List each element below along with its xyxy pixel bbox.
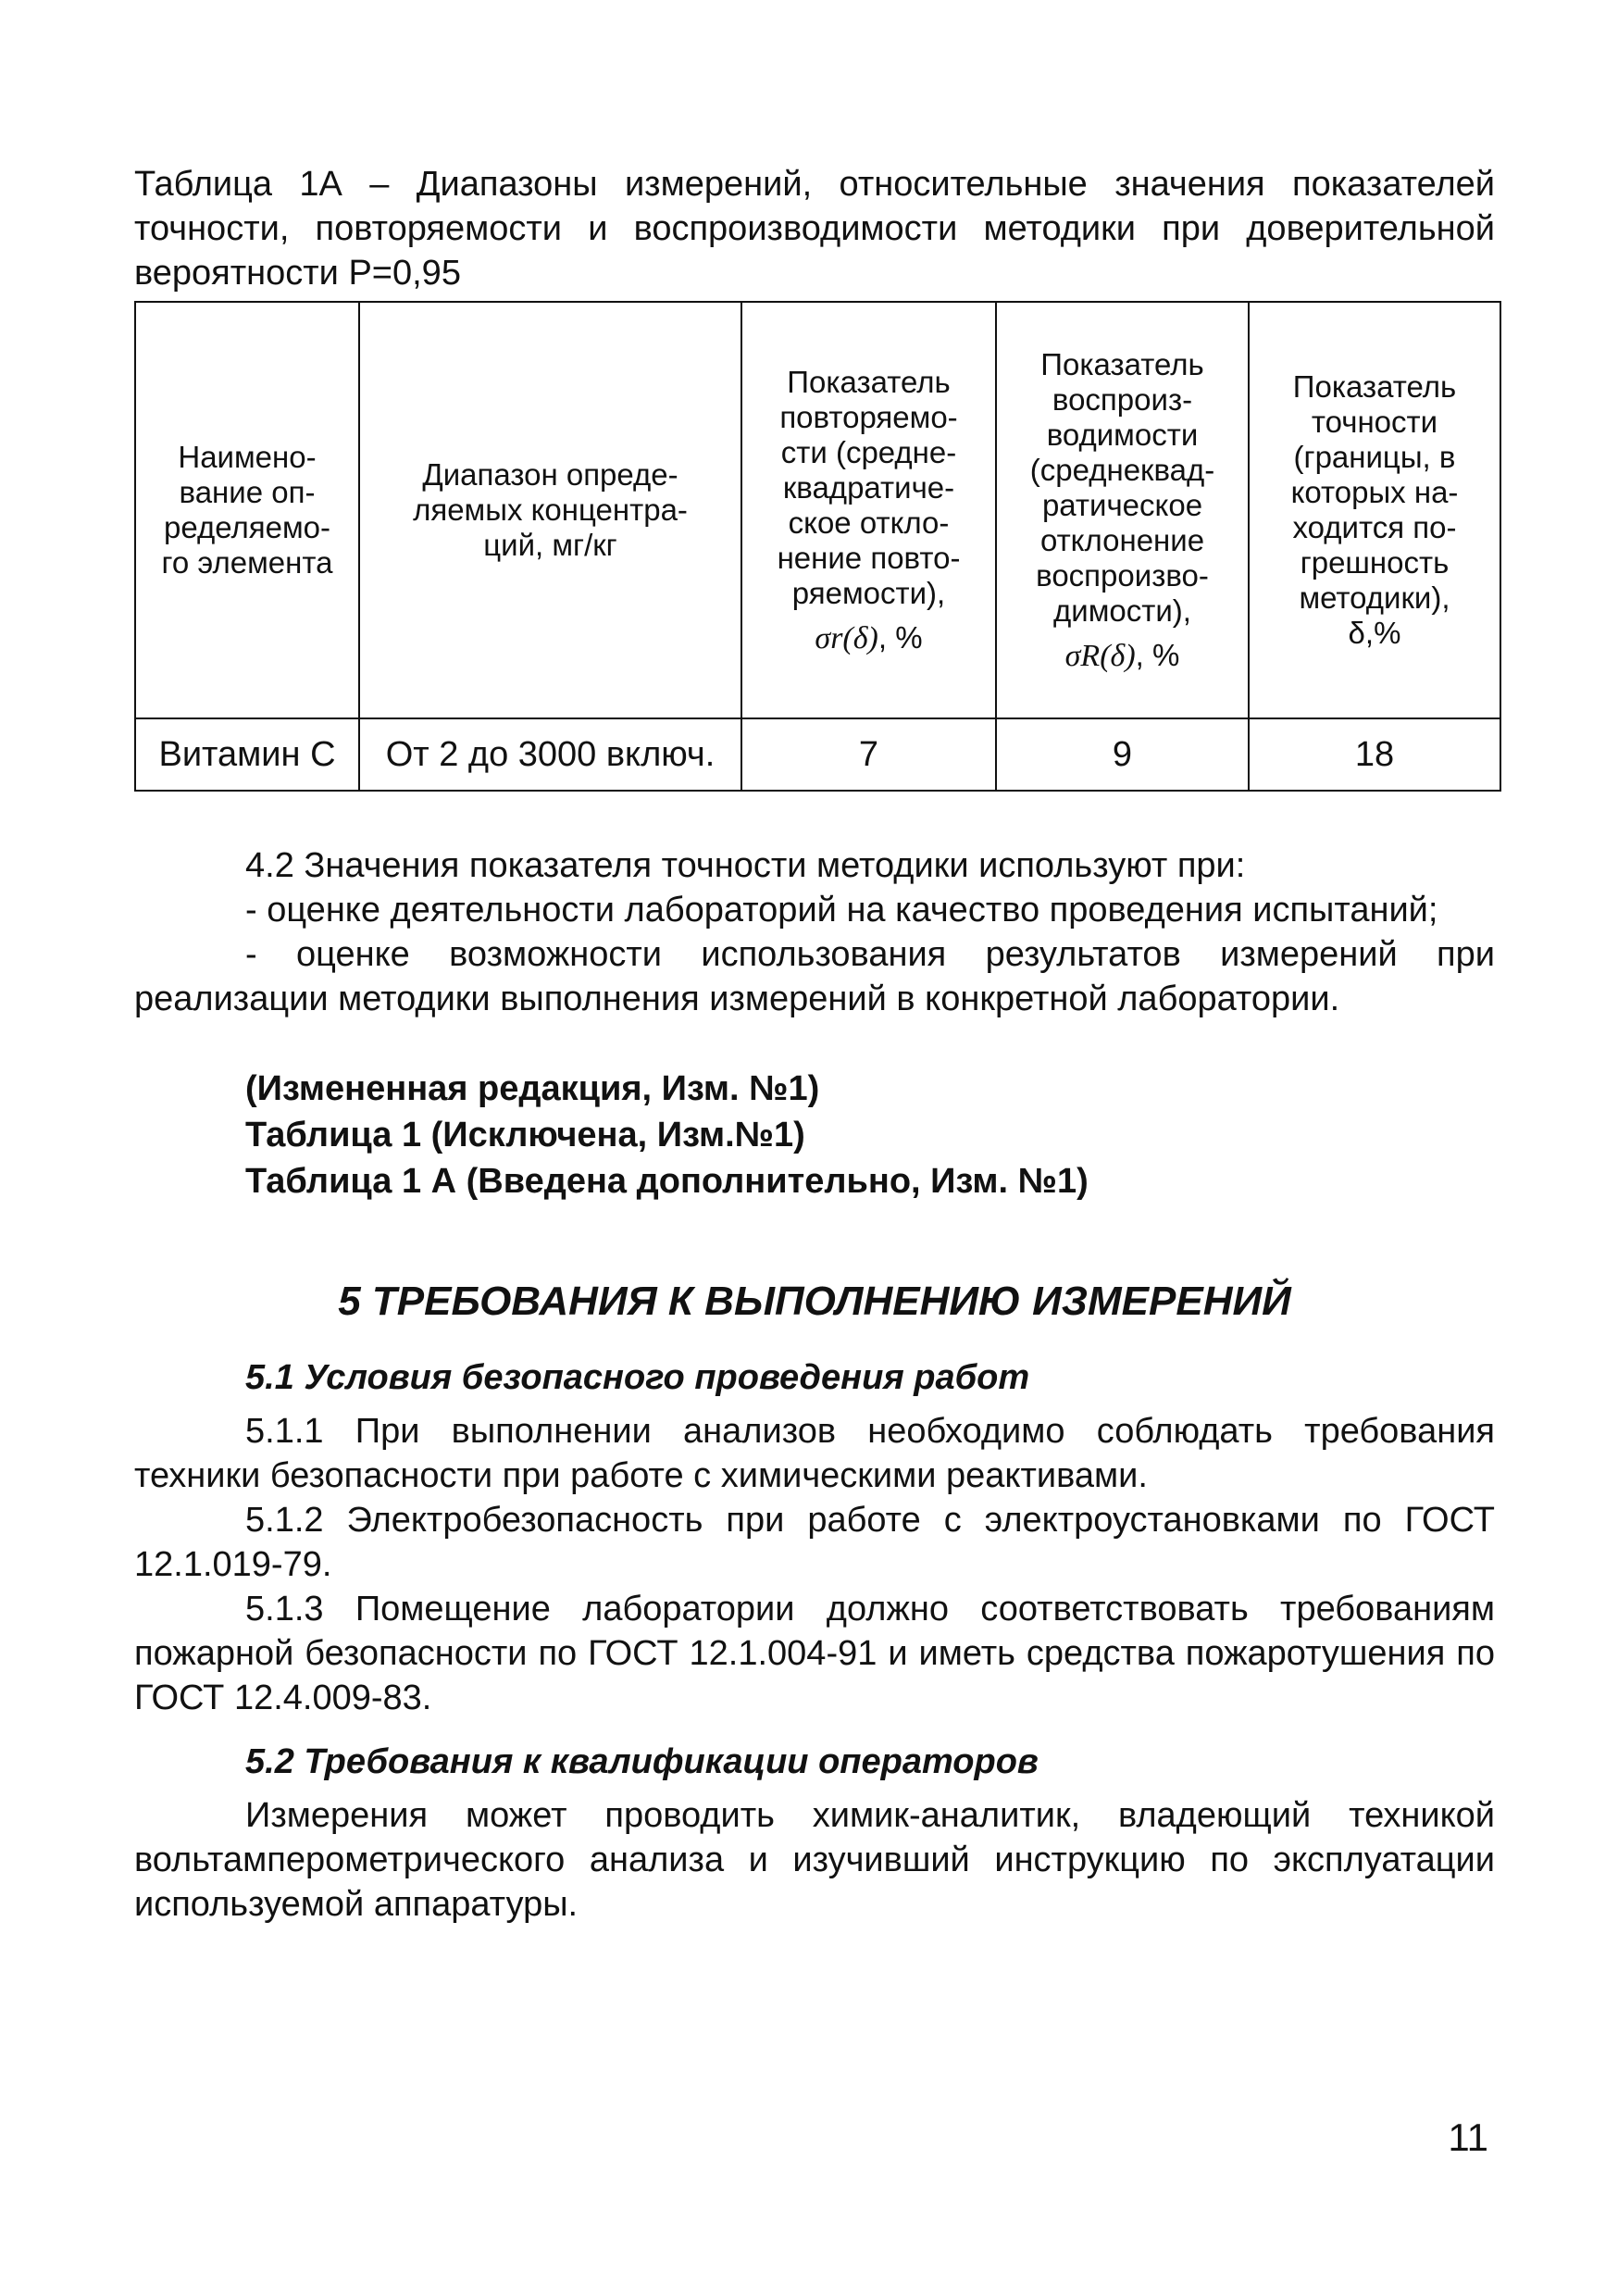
header-range: Диапазон опреде- ляемых концентра- ций, мг/кг [359,302,741,718]
table-caption: Таблица 1А – Диапазоны измерений, относительные значения показателей точности, повторяемости и воспроизводимости методики при доверительной вероятности Р=0,95 [134,165,1495,293]
amendment-note-3: Таблица 1 А (Введена дополнительно, Изм. №1) [245,1162,1089,1201]
page-number: 11 [1448,2115,1488,2159]
subsection-5-1-title: 5.1 Условия безопасного проведения работ [245,1358,1030,1397]
cell-element: Витамин С [135,718,359,791]
header-element: Наимено- вание оп- ределяемо- го элемента [135,302,359,718]
paragraph-4-2: 4.2 Значения показателя точности методики используют при: [245,846,1246,885]
section-5-title: 5 ТРЕБОВАНИЯ К ВЫПОЛНЕНИЮ ИЗМЕРЕНИЙ [338,1279,1291,1324]
paragraph-5-1-1: 5.1.1 При выполнении анализов необходимо соблюдать требования техники безопасности при работе с химическими реактивами. [134,1412,1495,1495]
amendment-note-2: Таблица 1 (Исключена, Изм.№1) [245,1116,805,1154]
table-header-row [135,302,1500,718]
precision-table [134,301,1501,792]
amendment-note-1: (Измененная редакция, Изм. №1) [245,1069,820,1108]
cell-repeatability: 7 [741,718,996,791]
paragraph-4-2-item-1: - оценке деятельности лабораторий на качество проведения испытаний; [245,891,1438,930]
header-accuracy: Показатель точности (границы, в которых на- ходится по- грешность методики), δ,% [1249,302,1500,718]
reproducibility-symbol: σR(δ) [1064,638,1136,673]
paragraph-5-1-3: 5.1.3 Помещение лаборатории должно соответствовать требованиям пожарной безопасности по ГОСТ 12.1.004-91 и иметь средства пожаротушения по ГОСТ 12.4.009-83. [134,1590,1495,1717]
repeatability-symbol: σr(δ) [815,620,878,655]
cell-range: От 2 до 3000 включ. [359,718,741,791]
paragraph-5-1-2: 5.1.2 Электробезопасность при работе с электроустановками по ГОСТ 12.1.019-79. [134,1501,1495,1584]
table-row [135,718,1500,791]
header-repeatability: Показатель повторяемо- сти (средне- квадратиче- ское откло- нение повто- ряемости), σr(δ), % [741,302,996,718]
paragraph-5-2: Измерения может проводить химик-аналитик, владеющий техникой вольтамперометрического анализа и изучивший инструкцию по эксплуатации используемой аппаратуры. [134,1796,1495,1924]
subsection-5-2-title: 5.2 Требования к квалификации операторов [245,1742,1039,1781]
cell-accuracy: 18 [1249,718,1500,791]
cell-reproducibility: 9 [996,718,1249,791]
paragraph-4-2-item-2: - оценке возможности использования результатов измерений при реализации методики выполнения измерений в конкретной лаборатории. [134,935,1495,1018]
document-page [134,162,1495,1927]
header-reproducibility: Показатель воспроиз- водимости (среднеквад- ратическое отклонение воспроизво- димости), σR(δ), % [996,302,1249,718]
